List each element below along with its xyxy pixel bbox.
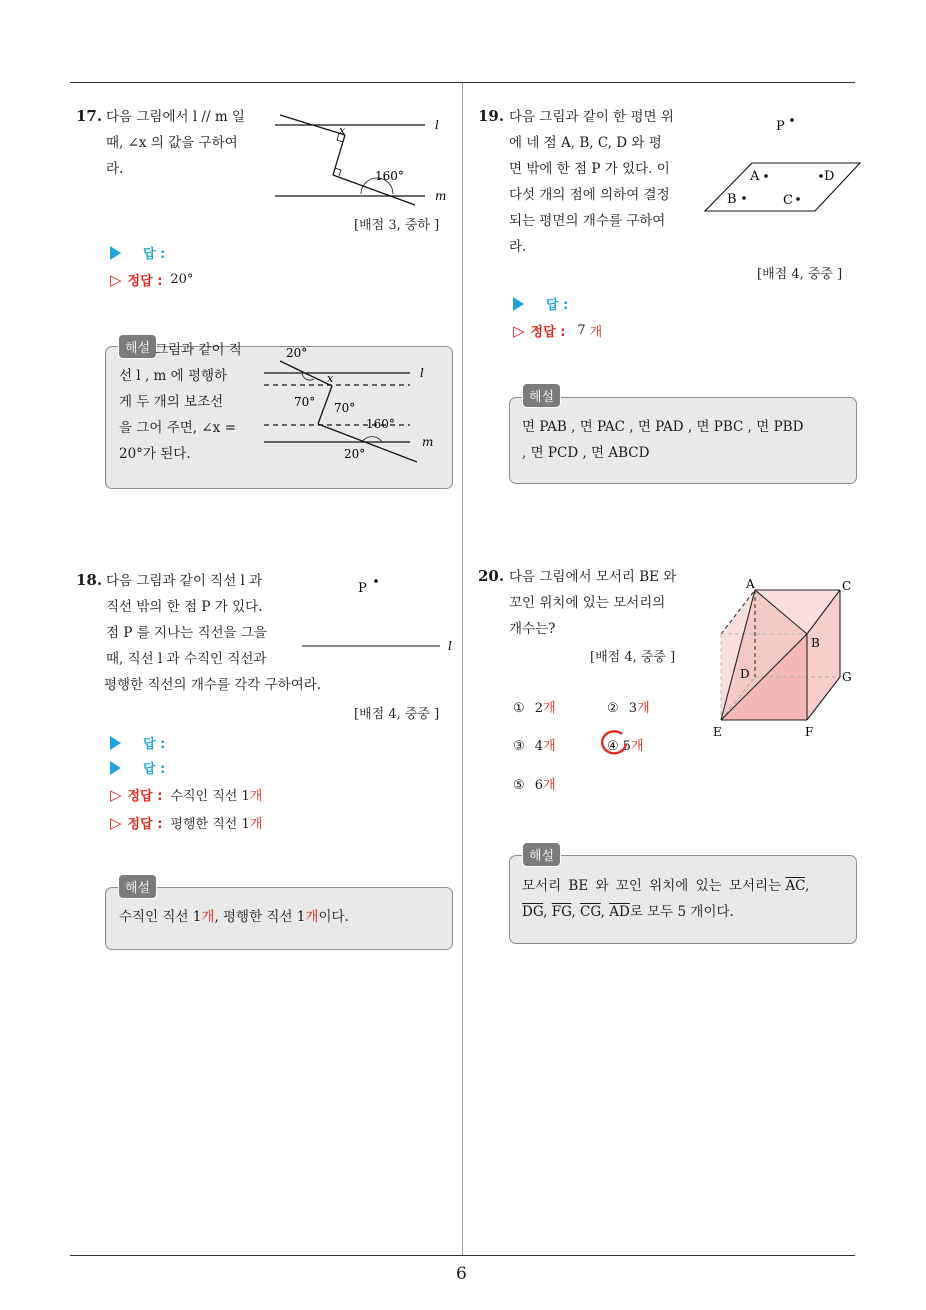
q19-fig-a: A: [750, 169, 760, 184]
q17-fig-angle: 160°: [375, 169, 404, 183]
q20-expl-line-2: $\overline{DG}$, $\overline{FG}$, $\overline{CG}$, $\overline{AD}$로 모두 5 개이다.: [522, 904, 734, 920]
answer-triangle-icon: [513, 297, 524, 311]
q19-line-3: 면 밖에 한 점 P 가 있다. 이: [509, 161, 670, 177]
q18-line-1: 다음 그림과 같이 직선 l 과: [106, 573, 263, 589]
q19-line-2: 에 네 점 A, B, C, D 와 평: [509, 135, 662, 151]
q17-explanation-figure: [262, 342, 442, 467]
q20-line-1: 다음 그림에서 모서리 BE 와: [509, 569, 677, 585]
q20-text: [509, 564, 709, 642]
q17-expl-fig-x: x: [327, 372, 334, 385]
q17-expl-line-4: 을 그어 주면, ∠x =: [119, 420, 236, 436]
q18-line-5: 평행한 직선의 개수를 각각 구하여라.: [104, 677, 322, 693]
q18-number: 18.: [76, 571, 103, 589]
q20-expl-suffix: 로 모두 5 개이다.: [629, 904, 734, 920]
choice-1-num: ①: [513, 701, 525, 716]
q19-number: 19.: [478, 107, 505, 125]
choice-5-num: ⑤: [513, 778, 525, 793]
choice-3-num: ③: [513, 739, 525, 754]
q19-line-4: 다섯 개의 점에 의하여 결정: [509, 187, 670, 203]
q18-expl-unit-1: 개: [201, 909, 215, 925]
q18-answer-row-2: [110, 758, 165, 777]
q18-correct-text-2: 평행한 직선 1: [170, 817, 250, 832]
q18-explanation-tag: 해설: [118, 874, 157, 899]
q19-answer-label: 답 :: [546, 298, 569, 313]
q18-expl-suffix: 이다.: [318, 909, 349, 925]
q17-expl-fig-a5: 20°: [344, 447, 366, 461]
q19-explanation-text: [522, 414, 852, 466]
q20-expl-line-1: 모서리 BE 와 꼬인 위치에 있는 모서리는 $\overline{AC}$,: [522, 878, 810, 894]
q18-correct-row-2: [110, 813, 262, 832]
q20-line-3: 개수는?: [509, 621, 556, 637]
choice-4-num: ④: [607, 739, 619, 754]
q20-choice-1[interactable]: [513, 697, 556, 716]
page-number: 6: [456, 1264, 467, 1284]
q18-correct-row-1: [110, 785, 262, 804]
q19-meta: [배점 4, 중중 ]: [757, 267, 843, 282]
answer-triangle-icon: [110, 736, 121, 750]
q18-correct-unit-2: 개: [249, 817, 263, 832]
q20-expl-prefix: 모서리 BE 와 꼬인 위치에 있는 모서리는: [522, 878, 782, 894]
q18-correct-unit-1: 개: [249, 789, 263, 804]
q17-expl-fig-m: m: [422, 435, 434, 449]
q20-expl-edge-2: $\overline{FG}$: [551, 904, 572, 920]
q18-expl-prefix: 수직인 직선 1: [119, 909, 202, 925]
correct-triangle-icon: ▷: [110, 813, 122, 832]
q19-line-6: 라.: [509, 239, 527, 255]
column-divider: [462, 83, 463, 1255]
q20-fig-g: G: [842, 670, 852, 684]
q17-expl-fig-a2: 70°: [294, 395, 316, 409]
q20-cube-figure: [708, 576, 858, 741]
q19-answer-row: [513, 294, 568, 313]
choice-3-unit: 개: [543, 739, 556, 754]
q17-text: [106, 104, 276, 182]
q19-expl-line-1: 면 PAB , 면 PAC , 면 PAD , 면 PBC , 면 PBD: [522, 419, 804, 435]
q18-correct-text-1: 수직인 직선 1: [170, 789, 250, 804]
q18-correct-label-1: 정답 :: [127, 789, 163, 804]
q20-fig-c: C: [842, 579, 852, 593]
q17-answer-row: [110, 243, 165, 262]
answer-triangle-icon: [110, 246, 121, 260]
q18-explanation-text: [119, 904, 349, 930]
q17-correct-value: 20°: [170, 272, 194, 287]
q17-expl-line-5: 20°가 된다.: [119, 446, 191, 462]
q18-expl-mid: , 평행한 직선 1: [214, 909, 306, 925]
q17-explanation-tag: 해설: [118, 334, 157, 359]
q17-fig-x: x: [339, 124, 346, 137]
q19-line-1: 다음 그림과 같이 한 평면 위: [509, 109, 674, 125]
q20-fig-d: D: [740, 667, 750, 681]
q19-text: [509, 104, 694, 260]
q19-figure: [700, 108, 865, 218]
q19-fig-b: B: [727, 192, 737, 207]
choice-5-unit: 개: [543, 778, 556, 793]
q17-expl-line-3: 게 두 개의 보조선: [119, 394, 224, 410]
q19-correct-row: [513, 321, 602, 340]
answer-triangle-icon: [110, 761, 121, 775]
q20-number: 20.: [478, 567, 505, 585]
q17-line-1: 다음 그림에서 l // m 일: [106, 109, 245, 125]
choice-2-unit: 개: [637, 701, 650, 716]
bottom-rule: [70, 1255, 855, 1256]
choice-1-val: 2: [534, 701, 544, 716]
q17-line-3: 라.: [106, 161, 124, 177]
q18-fig-l: l: [448, 639, 452, 653]
q17-line-2: 때, ∠x 의 값을 구하여: [106, 135, 238, 151]
q20-expl-edge-ac: $\overline{AC}$: [785, 878, 806, 894]
q17-fig-m: m: [435, 189, 447, 203]
choice-2-num: ②: [607, 701, 619, 716]
q19-line-5: 되는 평면의 개수를 구하여: [509, 213, 666, 229]
q20-fig-b: B: [811, 636, 820, 650]
q19-correct-value: 7: [577, 323, 586, 338]
q20-fig-f: F: [805, 725, 814, 739]
q19-fig-d: D: [824, 169, 835, 184]
q17-answer-label: 답 :: [143, 247, 166, 262]
q19-correct-label: 정답 :: [530, 325, 566, 340]
q18-answer-label-2: 답 :: [143, 762, 166, 777]
q19-expl-line-2: , 면 PCD , 면 ABCD: [522, 445, 650, 461]
q19-explanation-tag: 해설: [522, 383, 561, 408]
q20-choice-5[interactable]: [513, 774, 556, 793]
q20-expl-edge-1: $\overline{DG}$: [522, 904, 544, 920]
q18-line-4: 때, 직선 l 과 수직인 직선과: [106, 651, 267, 667]
q18-meta: [배점 4, 중중 ]: [354, 707, 440, 722]
choice-4-val: 5: [622, 739, 631, 754]
q17-meta: [배점 3, 중하 ]: [354, 218, 440, 233]
q17-fig-l: l: [435, 118, 439, 132]
correct-triangle-icon: ▷: [110, 785, 122, 804]
q20-expl-edge-3: $\overline{CG}$: [580, 904, 601, 920]
q19-fig-c: C: [783, 193, 793, 208]
q20-fig-e: E: [713, 725, 722, 739]
q19-correct-unit: 개: [589, 325, 603, 340]
q17-number: 17.: [76, 107, 103, 125]
q20-choice-3[interactable]: [513, 735, 556, 754]
q20-expl-edge-4: $\overline{AD}$: [609, 904, 630, 920]
correct-triangle-icon: ▷: [513, 321, 525, 340]
q17-explanation-text: [119, 337, 259, 467]
q17-expl-fig-a4: 160°: [366, 417, 395, 431]
choice-3-val: 4: [534, 739, 544, 754]
q18-fig-p: P: [358, 581, 367, 596]
q20-line-2: 꼬인 위치에 있는 모서리의: [509, 595, 666, 611]
q17-expl-fig-a3: 70°: [334, 401, 356, 415]
q17-correct-label: 정답 :: [127, 274, 163, 289]
choice-5-val: 6: [534, 778, 544, 793]
q20-correct-mark-icon: [598, 729, 632, 759]
q17-expl-fig-a1: 20°: [286, 346, 308, 360]
q17-correct-row: [110, 270, 193, 289]
q20-fig-a: A: [746, 577, 755, 591]
q18-line-2: 직선 밖의 한 점 P 가 있다.: [106, 599, 263, 615]
q19-fig-p: P: [776, 119, 785, 134]
q20-choice-2[interactable]: [607, 697, 650, 716]
q18-figure: [300, 575, 460, 655]
q20-explanation-tag: 해설: [522, 842, 561, 867]
q18-expl-unit-2: 개: [305, 909, 319, 925]
q17-expl-line-1: 그림과 같이 직: [155, 342, 242, 358]
choice-2-val: 3: [628, 701, 638, 716]
q18-answer-label-1: 답 :: [143, 737, 166, 752]
q17-expl-fig-l: l: [420, 366, 424, 380]
q18-answer-row-1: [110, 733, 165, 752]
choice-4-unit: 개: [630, 739, 644, 754]
q17-figure: [275, 108, 460, 208]
q18-correct-label-2: 정답 :: [127, 817, 163, 832]
q18-line-3: 점 P 를 지나는 직선을 그을: [106, 625, 267, 641]
q17-expl-line-2: 선 l , m 에 평행하: [119, 368, 228, 384]
q20-meta: [배점 4, 중중 ]: [590, 650, 676, 665]
choice-1-unit: 개: [543, 701, 556, 716]
correct-triangle-icon: ▷: [110, 270, 122, 289]
q20-explanation-text: [522, 873, 852, 925]
